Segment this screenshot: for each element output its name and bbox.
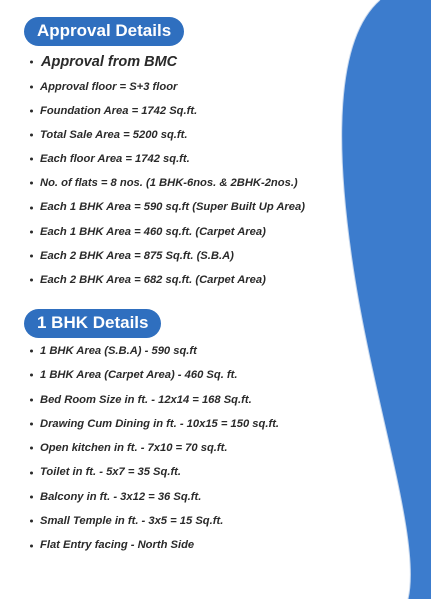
list-item: Approval from BMC [30, 49, 305, 75]
list-item: Each 1 BHK Area = 590 sq.ft (Super Built Up Area) [30, 195, 305, 219]
list-item: 1 BHK Area (S.B.A) - 590 sq.ft [30, 339, 279, 363]
list-item: No. of flats = 8 nos. (1 BHK-6nos. & 2BHK-2nos.) [30, 171, 305, 195]
list-item: Balcony in ft. - 3x12 = 36 Sq.ft. [30, 485, 279, 509]
list-item: Approval floor = S+3 floor [30, 75, 305, 99]
bhk-details-list [30, 339, 279, 558]
list-item: Each 2 BHK Area = 875 Sq.ft. (S.B.A) [30, 244, 305, 268]
list-item: Each floor Area = 1742 sq.ft. [30, 147, 305, 171]
list-item: Open kitchen in ft. - 7x10 = 70 sq.ft. [30, 436, 279, 460]
bhk-details-heading: 1 BHK Details [24, 309, 161, 338]
list-item: Bed Room Size in ft. - 12x14 = 168 Sq.ft. [30, 388, 279, 412]
list-item: Drawing Cum Dining in ft. - 10x15 = 150 sq.ft. [30, 412, 279, 436]
list-item: Each 2 BHK Area = 682 sq.ft. (Carpet Area) [30, 268, 305, 292]
list-item: 1 BHK Area (Carpet Area) - 460 Sq. ft. [30, 363, 279, 387]
approval-details-list [30, 49, 305, 292]
list-item: Total Sale Area = 5200 sq.ft. [30, 123, 305, 147]
list-item: Each 1 BHK Area = 460 sq.ft. (Carpet Area) [30, 220, 305, 244]
list-item: Toilet in ft. - 5x7 = 35 Sq.ft. [30, 460, 279, 484]
list-item: Small Temple in ft. - 3x5 = 15 Sq.ft. [30, 509, 279, 533]
list-item: Flat Entry facing - North Side [30, 533, 279, 557]
approval-details-heading: Approval Details [24, 17, 184, 46]
list-item: Foundation Area = 1742 Sq.ft. [30, 99, 305, 123]
